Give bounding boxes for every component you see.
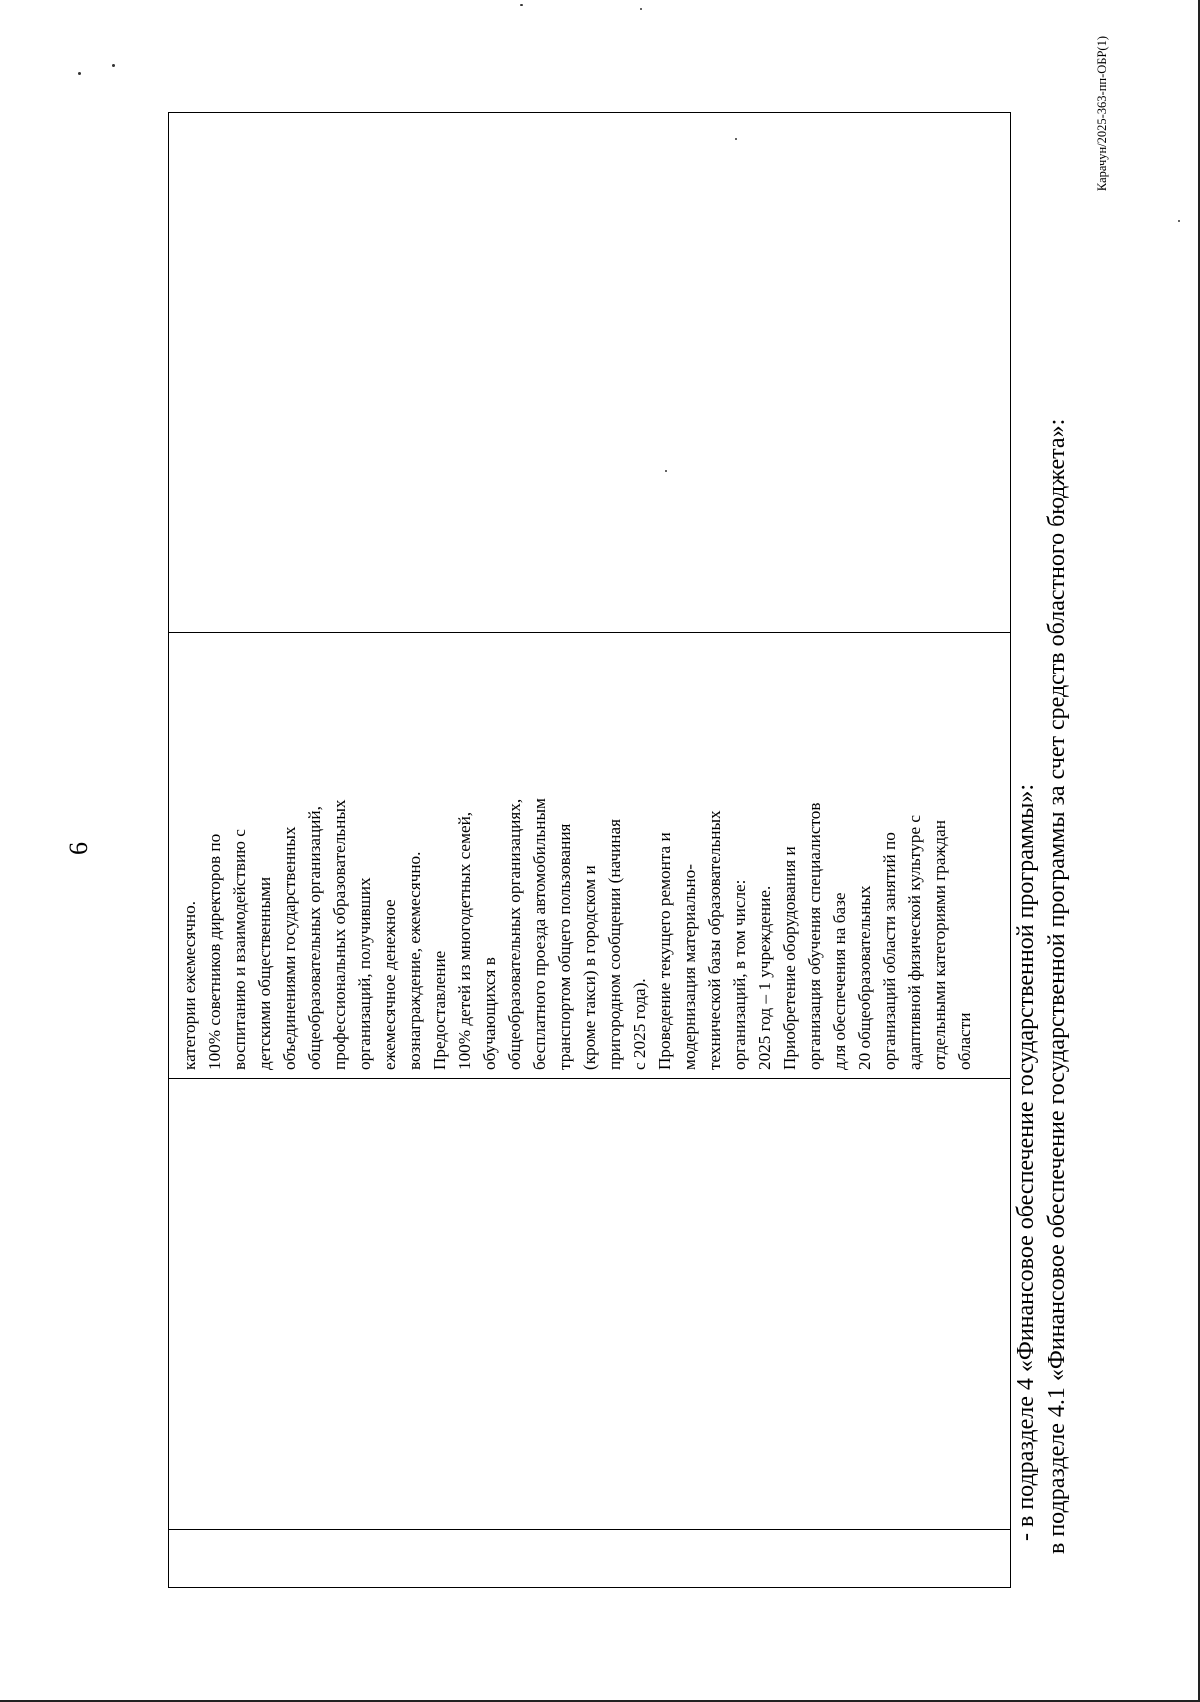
results-line: объединениями государственных bbox=[280, 826, 299, 1070]
results-line: модернизация материально- bbox=[680, 864, 699, 1070]
results-line: 20 общеобразовательных bbox=[855, 885, 874, 1070]
results-text bbox=[169, 633, 977, 1078]
table-cell-narrow bbox=[169, 1530, 1011, 1588]
page-number: 6 bbox=[64, 842, 93, 855]
note-subsection-4: - в подразделе 4 «Финансовое обеспечение государственной программы»: bbox=[1013, 783, 1039, 1541]
results-line: общеобразовательных организациях, bbox=[505, 798, 524, 1070]
results-line: пригородном сообщении (начиная bbox=[605, 818, 624, 1070]
results-line: организаций, получивших bbox=[355, 877, 374, 1070]
results-line: с 2025 года). bbox=[630, 978, 649, 1070]
results-line: отдельными категориями граждан bbox=[930, 820, 949, 1070]
document-code: Карачун/2025-363-пп-ОБР(1) bbox=[1095, 36, 1109, 192]
results-line: организаций области занятий по bbox=[880, 832, 899, 1070]
results-line: категории ежемесячно. bbox=[180, 900, 199, 1070]
results-line: Проведение текущего ремонта и bbox=[655, 832, 674, 1070]
results-line: технической базы образовательных bbox=[705, 810, 724, 1070]
table-cell-empty bbox=[169, 1079, 1011, 1530]
results-line: Приобретение оборудования и bbox=[780, 846, 799, 1070]
results-line: 100% советников директоров по bbox=[205, 833, 224, 1070]
results-line: ежемесячное денежное bbox=[380, 899, 399, 1070]
results-line: вознаграждение, ежемесячно. bbox=[405, 851, 424, 1070]
results-line: 2025 год – 1 учреждение. bbox=[755, 885, 774, 1070]
results-line: бесплатного проезда автомобильным bbox=[530, 798, 549, 1070]
results-line: профессиональных образовательных bbox=[330, 799, 349, 1070]
results-line: (кроме такси) в городском и bbox=[580, 865, 599, 1070]
table-cell-right-empty bbox=[169, 113, 1011, 633]
results-line: адаптивной физической культуре с bbox=[905, 814, 924, 1070]
results-line: транспортом общего пользования bbox=[555, 823, 574, 1070]
program-table bbox=[168, 112, 1011, 1588]
results-line: общеобразовательных организаций, bbox=[305, 806, 324, 1070]
results-line: организация обучения специалистов bbox=[805, 802, 824, 1070]
results-line: 100% детей из многодетных семей, bbox=[455, 811, 474, 1070]
results-line: обучающихся в bbox=[480, 957, 499, 1070]
results-line: воспитанию и взаимодействию с bbox=[230, 829, 249, 1070]
results-line: области bbox=[955, 1012, 974, 1070]
results-line: Предоставление bbox=[430, 950, 449, 1070]
results-line: детскими общественными bbox=[255, 876, 274, 1070]
results-line: для обеспечения на базе bbox=[830, 892, 849, 1070]
results-line: организаций, в том числе: bbox=[730, 879, 749, 1070]
note-subsection-4-1: в подразделе 4.1 «Финансовое обеспечение государственной программы за счет средств областного бюджета»: bbox=[1044, 418, 1070, 1554]
table-cell-results bbox=[169, 633, 1011, 1079]
